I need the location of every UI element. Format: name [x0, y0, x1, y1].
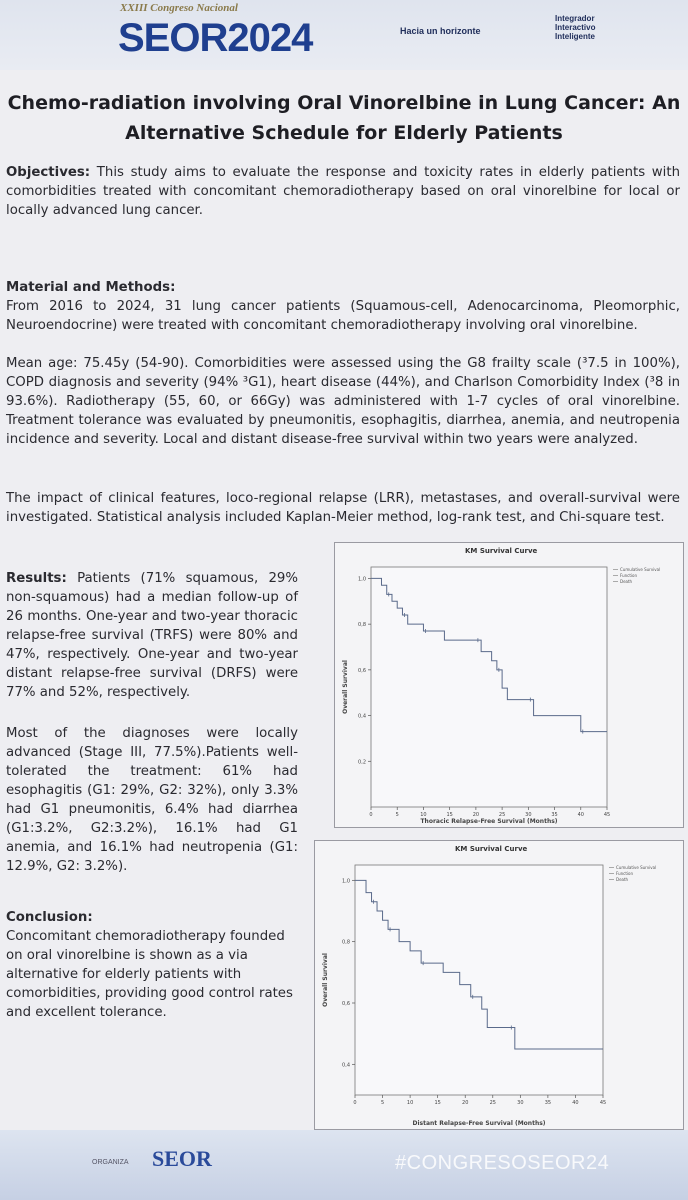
chart-title: KM Survival Curve [455, 845, 528, 853]
conclusion-heading: Conclusion: [6, 910, 93, 925]
x-tick-label: 35 [544, 1100, 552, 1106]
y-tick-label: 1,0 [342, 878, 350, 885]
legend-entry: Death [616, 877, 629, 882]
chart-title: KM Survival Curve [465, 547, 538, 555]
plot-frame [371, 567, 607, 807]
x-tick-label: 10 [406, 1100, 414, 1106]
km-plot-svg [335, 543, 683, 827]
x-tick-label: 25 [498, 812, 506, 818]
poster-title: Chemo-radiation involving Oral Vinorelbine in Lung Cancer: An Alternative Schedule for Elderly Patients [7, 92, 681, 144]
objectives-label: Objectives: [6, 165, 91, 180]
x-tick-label: 5 [380, 1100, 385, 1106]
methods-paragraph-3: The impact of clinical features, loco-regional relapse (LRR), metastases, and overall-survival were investigated. Statistical analysis included Kaplan-Meier method, log-rank test, and Chi-square test. [6, 491, 680, 525]
x-tick-label: 30 [517, 1100, 524, 1106]
congress-subtitle: XXIII Congreso Nacional [120, 2, 238, 14]
x-axis-label: Thoracic Relapse-Free Survival (Months) [420, 818, 558, 825]
y-tick-label: 0,6 [342, 1001, 350, 1007]
y-tick-label: 0,2 [358, 759, 366, 766]
km-chart-distant [314, 840, 684, 1130]
slogan-text: Hacia un horizonte [400, 26, 481, 36]
x-tick-label: 20 [472, 812, 480, 818]
y-tick-label: 0,6 [358, 667, 366, 674]
y-tick-label: 0,8 [358, 622, 366, 629]
results-paragraph-1 [6, 569, 298, 702]
y-tick-label: 1,0 [358, 576, 366, 583]
x-tick-label: 15 [434, 1100, 441, 1106]
methods-heading: Material and Methods: [6, 280, 176, 295]
objectives-text: This study aims to evaluate the response and toxicity rates in elderly patients with comorbidities treated with concomitant chemoradiotherapy based on oral vinorelbine for local or locally advanced lung cancer. [6, 165, 680, 218]
x-tick-label: 25 [489, 1100, 496, 1106]
legend-entry: Function [616, 871, 634, 876]
x-tick-label: 45 [603, 812, 611, 818]
y-tick-label: 0,4 [358, 713, 366, 720]
x-tick-label: 0 [353, 1100, 357, 1106]
x-tick-label: 40 [577, 812, 584, 818]
x-tick-label: 15 [446, 812, 453, 818]
legend-entry: Cumulative Survival [616, 865, 657, 870]
x-tick-label: 5 [395, 812, 399, 818]
legend-entry: Death [620, 579, 633, 584]
y-tick-label: 0,4 [342, 1062, 350, 1069]
x-tick-label: 20 [462, 1100, 469, 1106]
x-tick-label: 40 [572, 1100, 579, 1106]
results-paragraph-2: Most of the diagnoses were locally advanced (Stage III, 77.5%).Patients well-tolerated the treatment: 61% had esophagitis (G1: 29%, G2: 32%), only 3.3% had G1 pneumonitis, 6.4% had diarrhea (G1:3.2%, G2:3.2%), 16.1% had G1 anemia, and 16.1% had neutropenia (G1: 12.9%, G2: 3.2%). [6, 726, 298, 874]
x-tick-label: 45 [599, 1100, 607, 1106]
y-axis-label: Overall Survival [322, 953, 329, 1007]
methods-paragraph-2: Mean age: 75.45y (54-90). Comorbidities were assessed using the G8 frailty scale (³7.5 in 100%), COPD diagnosis and severity (94% ³G1), heart disease (44%), and Charlson Comorbidity Index (³8 in 93.6%). Radiotherapy (55, 60, or 66Gy) was administered with 1-7 cycles of oral vinorelbine. Treatment tolerance was evaluated by pneumonitis, esophagitis, diarrhea, anemia, and neutropenia incidence and severity. Local and distant disease-free survival within two years were analyzed. [6, 356, 680, 447]
x-tick-label: 10 [420, 812, 427, 818]
y-tick-label: 0,8 [342, 939, 350, 946]
objectives-section [6, 163, 680, 220]
methods-paragraph-1: From 2016 to 2024, 31 lung cancer patients (Squamous-cell, Adenocarcinoma, Pleomorphic, Neuroendocrine) were treated with concomitant chemoradiotherapy involving oral vinorelbine. [6, 299, 680, 333]
congress-logo: SEOR2024 [118, 16, 313, 60]
km-plot-svg [315, 841, 683, 1129]
legend-entry: Function [620, 573, 638, 578]
results-label: Results: [6, 571, 67, 586]
slogan-tagline: Integrador Interactivo Inteligente [555, 14, 596, 41]
x-tick-label: 30 [525, 812, 532, 818]
x-axis-label: Distant Relapse-Free Survival (Months) [412, 1120, 546, 1127]
hashtag: #CONGRESOSEOR24 [395, 1152, 610, 1174]
plot-frame [355, 865, 603, 1095]
header-banner [0, 0, 688, 70]
km-chart-thoracic [334, 542, 684, 828]
y-axis-label: Overall Survival [342, 660, 349, 714]
conclusion-text: Concomitant chemoradiotherapy founded on oral vinorelbine is shown as a via alternative for elderly patients with comorbidities, providing good control rates and excellent tolerance. [6, 929, 293, 1020]
x-tick-label: 0 [369, 812, 373, 818]
seor-logo: SEOR [152, 1146, 212, 1171]
x-tick-label: 35 [551, 812, 558, 818]
organiza-label: ORGANIZA [92, 1159, 129, 1166]
results-text: Patients (71% squamous, 29% non-squamous) had a median follow-up of 26 months. One-year and two-year thoracic relapse-free survival (TRFS) were 80% and 47%, respectively. One-year and two-year distant relapse-free survival (DRFS) were 77% and 52%, respectively. [6, 571, 298, 700]
legend-entry: Cumulative Survival [620, 567, 661, 572]
